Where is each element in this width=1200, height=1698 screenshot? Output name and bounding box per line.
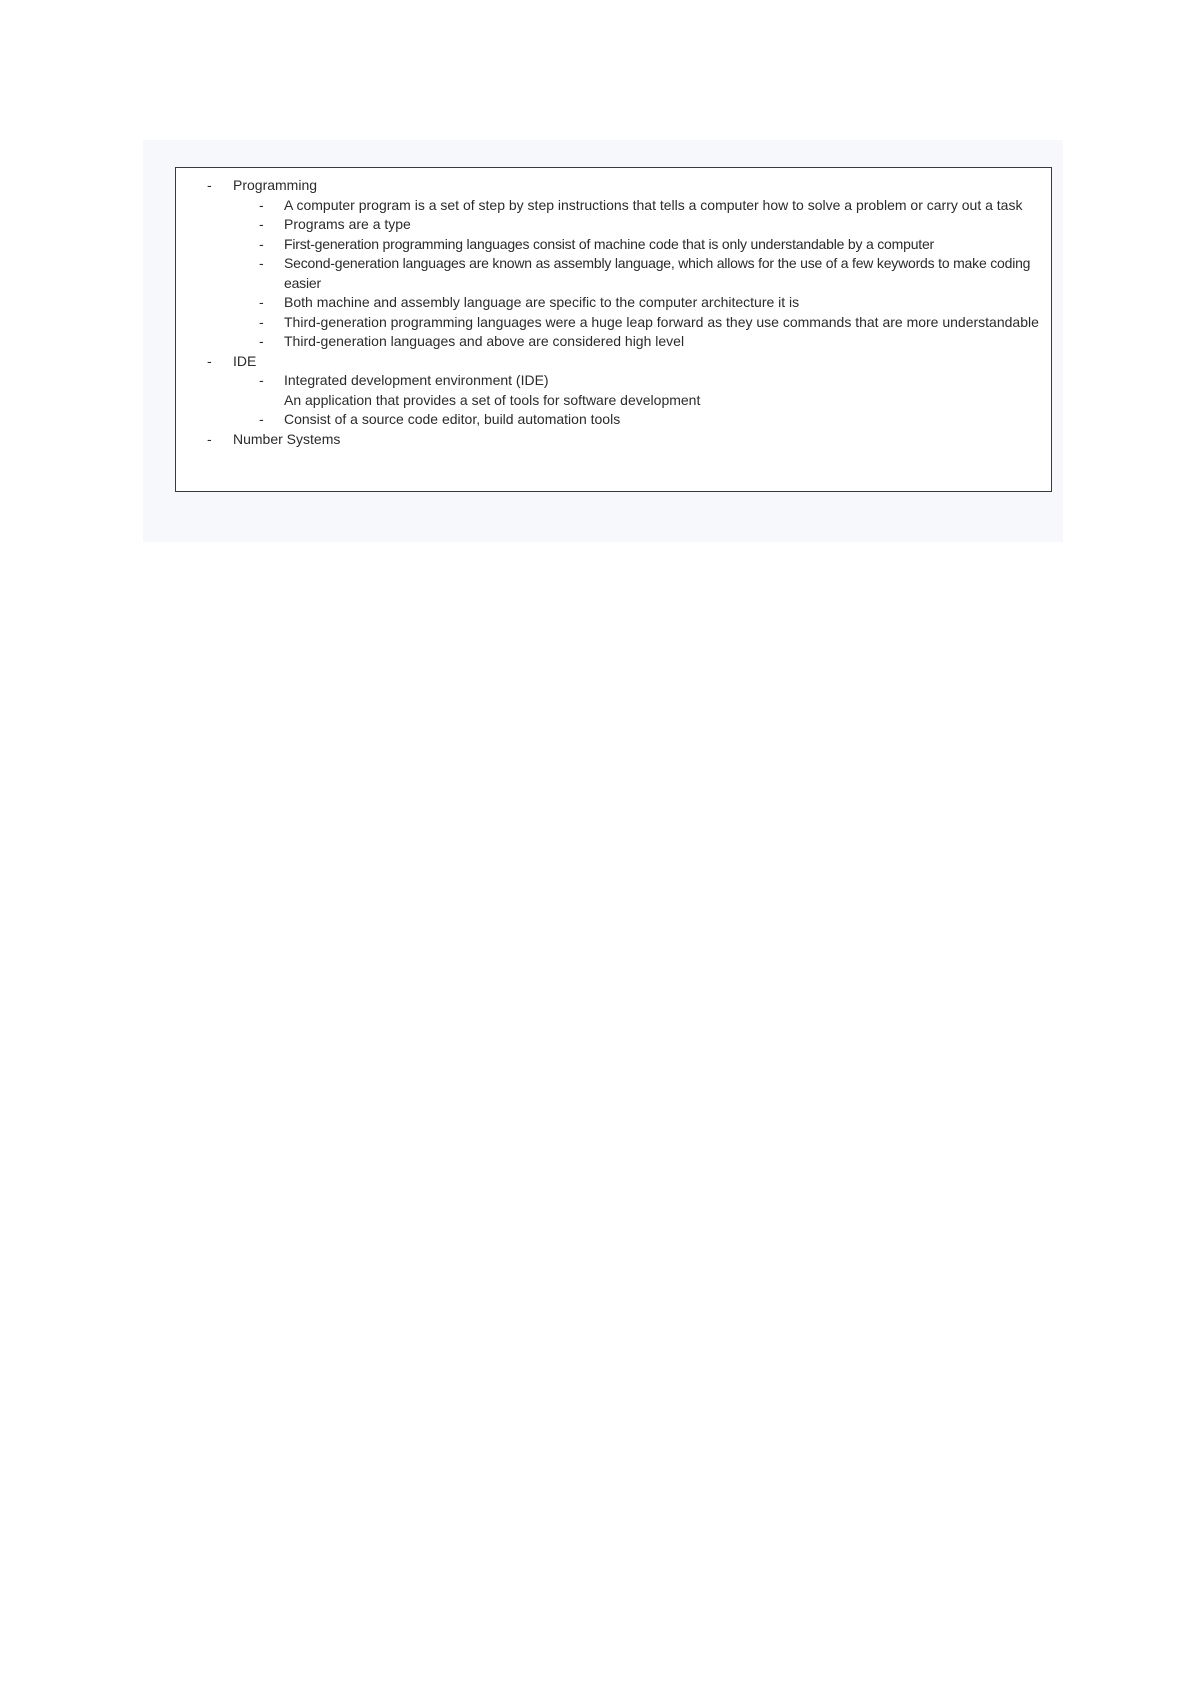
notes-list: [176, 168, 1051, 449]
bullet-dash: -: [259, 196, 264, 213]
section-ide-items: [176, 371, 1051, 430]
list-item: [233, 371, 1051, 391]
section-programming-items: [176, 196, 1051, 352]
sub-list: [233, 196, 1051, 352]
section-number-systems: [176, 430, 1051, 450]
list-item-text: Third-generation languages and above are considered high level: [284, 333, 685, 349]
notes-box: [175, 167, 1052, 492]
list-item: [233, 254, 1051, 293]
section-title: Number Systems: [233, 430, 341, 447]
section-title: Programming: [233, 177, 318, 193]
list-item-text: Second-generation languages are known as assembly language, which allows for the use of a few keywords to make coding easier: [284, 255, 1031, 291]
list-item-text: Both machine and assembly language are specific to the computer architecture it is: [284, 294, 800, 310]
list-item-text: Programs are a type: [284, 216, 411, 232]
bullet-dash: -: [207, 177, 212, 193]
list-item-text: An application that provides a set of tools for software development: [284, 391, 701, 408]
bullet-dash: -: [207, 430, 212, 447]
section-title: IDE: [233, 352, 257, 369]
sub-list: [233, 371, 1051, 430]
bullet-dash: -: [259, 235, 264, 252]
section-programming: [176, 176, 1051, 196]
list-item: [233, 332, 1051, 352]
list-item: [233, 410, 1051, 430]
list-item: [233, 215, 1051, 235]
bullet-dash: -: [259, 294, 264, 310]
section-ide: [176, 352, 1051, 372]
list-item-text: Consist of a source code editor, build automation tools: [284, 411, 621, 427]
list-item: [233, 313, 1051, 333]
bullet-dash: -: [207, 352, 212, 369]
bullet-dash: -: [259, 411, 264, 427]
list-item: [233, 196, 1051, 216]
list-item-text: A computer program is a set of step by step instructions that tells a computer how to solve a problem or carry out a task: [284, 196, 1023, 213]
bullet-dash: -: [259, 255, 264, 271]
list-item-text: Third-generation programming languages were a huge leap forward as they use commands that are more understandable: [284, 313, 1039, 330]
list-item-continuation: [233, 391, 1051, 411]
list-item: [233, 293, 1051, 313]
list-item-text: Integrated development environment (IDE): [284, 372, 549, 388]
bullet-dash: -: [259, 313, 264, 330]
list-item-text: First-generation programming languages consist of machine code that is only understandable by a computer: [284, 235, 935, 252]
bullet-dash: -: [259, 333, 264, 349]
list-item: [233, 235, 1051, 255]
bullet-dash: -: [259, 216, 264, 232]
bullet-dash: -: [259, 372, 264, 388]
